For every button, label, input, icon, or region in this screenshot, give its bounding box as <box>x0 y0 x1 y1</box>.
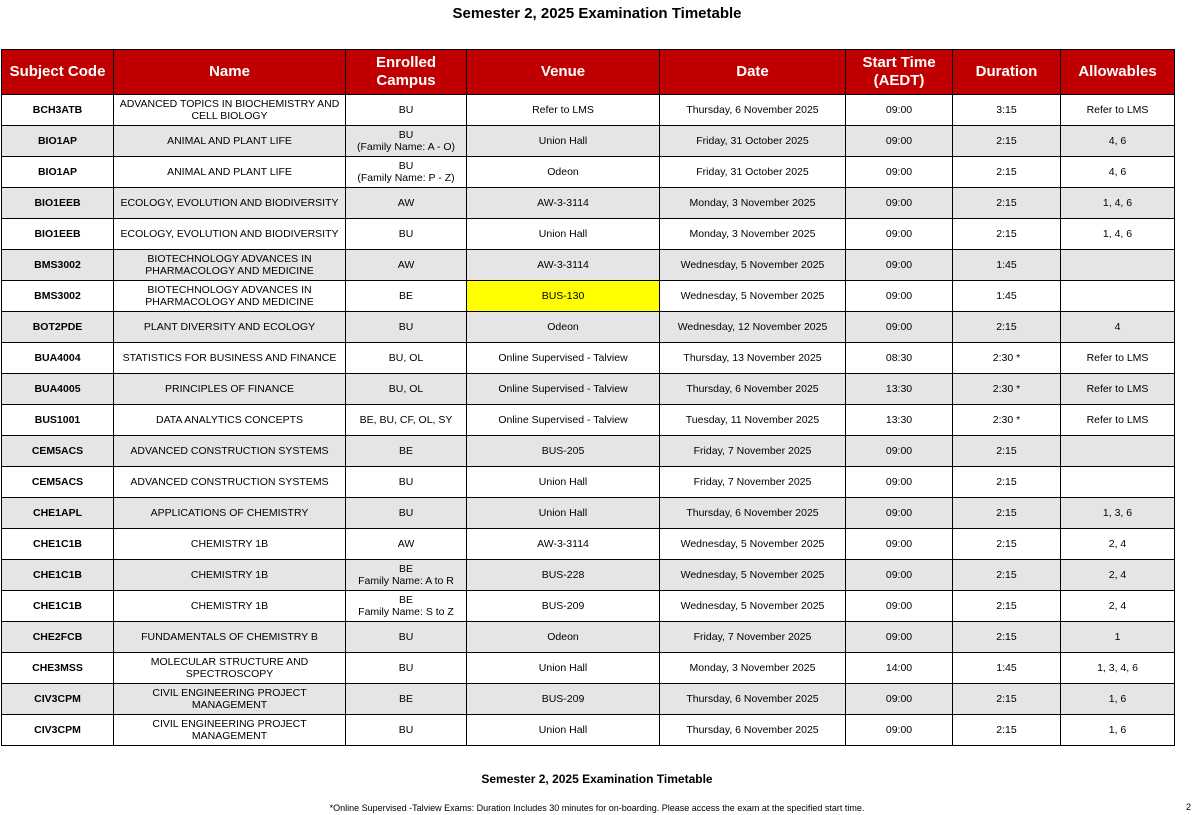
cell-subject-code: CEM5ACS <box>2 436 114 467</box>
page-title: Semester 2, 2025 Examination Timetable <box>452 5 742 22</box>
cell-venue: AW-3-3114 <box>467 529 660 560</box>
cell-allowables: 2, 4 <box>1061 529 1175 560</box>
cell-start-time: 14:00 <box>846 653 953 684</box>
cell-name: ADVANCED TOPICS IN BIOCHEMISTRY AND CELL BIOLOGY <box>114 95 346 126</box>
cell-name: ECOLOGY, EVOLUTION AND BIODIVERSITY <box>114 188 346 219</box>
cell-allowables: Refer to LMS <box>1061 343 1175 374</box>
col-header-venue: Venue <box>467 50 660 95</box>
cell-duration: 2:15 <box>953 560 1061 591</box>
cell-subject-code: BUS1001 <box>2 405 114 436</box>
cell-date: Friday, 7 November 2025 <box>660 436 846 467</box>
cell-date: Monday, 3 November 2025 <box>660 219 846 250</box>
cell-start-time: 09:00 <box>846 715 953 746</box>
cell-name: PLANT DIVERSITY AND ECOLOGY <box>114 312 346 343</box>
cell-allowables <box>1061 436 1175 467</box>
cell-allowables: 1, 6 <box>1061 684 1175 715</box>
cell-subject-code: BIO1EEB <box>2 219 114 250</box>
cell-venue: Online Supervised - Talview <box>467 343 660 374</box>
cell-duration: 1:45 <box>953 281 1061 312</box>
cell-subject-code: BMS3002 <box>2 250 114 281</box>
cell-name: ADVANCED CONSTRUCTION SYSTEMS <box>114 436 346 467</box>
cell-campus: BU <box>346 498 467 529</box>
cell-venue: Union Hall <box>467 715 660 746</box>
table-row <box>2 684 1175 715</box>
cell-subject-code: BIO1AP <box>2 157 114 188</box>
cell-allowables: 1, 4, 6 <box>1061 219 1175 250</box>
cell-start-time: 09:00 <box>846 591 953 622</box>
cell-start-time: 09:00 <box>846 188 953 219</box>
cell-duration: 2:15 <box>953 591 1061 622</box>
cell-allowables: 4, 6 <box>1061 126 1175 157</box>
cell-allowables: Refer to LMS <box>1061 95 1175 126</box>
cell-date: Monday, 3 November 2025 <box>660 653 846 684</box>
table-row <box>2 498 1175 529</box>
cell-date: Wednesday, 5 November 2025 <box>660 250 846 281</box>
cell-campus: BU <box>346 467 467 498</box>
table-row <box>2 219 1175 250</box>
cell-campus: BE <box>346 684 467 715</box>
cell-name: ADVANCED CONSTRUCTION SYSTEMS <box>114 467 346 498</box>
timetable-body <box>2 95 1175 746</box>
cell-name: FUNDAMENTALS OF CHEMISTRY B <box>114 622 346 653</box>
cell-campus: AW <box>346 529 467 560</box>
cell-allowables: 4, 6 <box>1061 157 1175 188</box>
table-row <box>2 281 1175 312</box>
footnote: *Online Supervised -Talview Exams: Duration Includes 30 minutes for on-boarding. Please access the exam at the specified start time. <box>329 803 865 813</box>
cell-subject-code: CHE2FCB <box>2 622 114 653</box>
cell-start-time: 09:00 <box>846 219 953 250</box>
cell-name: STATISTICS FOR BUSINESS AND FINANCE <box>114 343 346 374</box>
table-row <box>2 622 1175 653</box>
cell-campus: BU <box>346 95 467 126</box>
table-row <box>2 95 1175 126</box>
col-header-subject-code: Subject Code <box>2 50 114 95</box>
cell-date: Monday, 3 November 2025 <box>660 188 846 219</box>
cell-subject-code: BUA4004 <box>2 343 114 374</box>
cell-date: Thursday, 6 November 2025 <box>660 715 846 746</box>
col-header-date: Date <box>660 50 846 95</box>
cell-duration: 2:30 * <box>953 343 1061 374</box>
cell-allowables: 2, 4 <box>1061 560 1175 591</box>
cell-subject-code: BIO1EEB <box>2 188 114 219</box>
cell-name: ANIMAL AND PLANT LIFE <box>114 157 346 188</box>
table-row <box>2 591 1175 622</box>
cell-start-time: 09:00 <box>846 684 953 715</box>
cell-allowables: 1, 4, 6 <box>1061 188 1175 219</box>
cell-subject-code: CIV3CPM <box>2 715 114 746</box>
cell-name: BIOTECHNOLOGY ADVANCES IN PHARMACOLOGY AND MEDICINE <box>114 250 346 281</box>
col-header-allowables: Allowables <box>1061 50 1175 95</box>
cell-venue: AW-3-3114 <box>467 250 660 281</box>
cell-duration: 2:30 * <box>953 374 1061 405</box>
cell-venue: Refer to LMS <box>467 95 660 126</box>
cell-date: Friday, 31 October 2025 <box>660 126 846 157</box>
cell-start-time: 09:00 <box>846 95 953 126</box>
cell-date: Thursday, 6 November 2025 <box>660 374 846 405</box>
cell-campus: BU <box>346 219 467 250</box>
cell-start-time: 09:00 <box>846 436 953 467</box>
cell-name: CIVIL ENGINEERING PROJECT MANAGEMENT <box>114 684 346 715</box>
cell-duration: 3:15 <box>953 95 1061 126</box>
cell-duration: 2:15 <box>953 498 1061 529</box>
cell-venue: Online Supervised - Talview <box>467 405 660 436</box>
cell-allowables: 2, 4 <box>1061 591 1175 622</box>
cell-duration: 1:45 <box>953 653 1061 684</box>
cell-subject-code: CHE1C1B <box>2 529 114 560</box>
cell-start-time: 09:00 <box>846 312 953 343</box>
cell-duration: 2:15 <box>953 684 1061 715</box>
cell-date: Thursday, 6 November 2025 <box>660 684 846 715</box>
cell-name: ECOLOGY, EVOLUTION AND BIODIVERSITY <box>114 219 346 250</box>
cell-start-time: 09:00 <box>846 560 953 591</box>
cell-allowables: 4 <box>1061 312 1175 343</box>
cell-duration: 2:15 <box>953 157 1061 188</box>
table-row <box>2 157 1175 188</box>
cell-allowables: Refer to LMS <box>1061 374 1175 405</box>
cell-name: CHEMISTRY 1B <box>114 591 346 622</box>
cell-duration: 2:15 <box>953 715 1061 746</box>
cell-campus: BU <box>346 653 467 684</box>
table-row <box>2 188 1175 219</box>
cell-start-time: 13:30 <box>846 374 953 405</box>
cell-subject-code: CHE1APL <box>2 498 114 529</box>
table-row <box>2 343 1175 374</box>
cell-venue: BUS-205 <box>467 436 660 467</box>
cell-name: PRINCIPLES OF FINANCE <box>114 374 346 405</box>
cell-start-time: 09:00 <box>846 126 953 157</box>
cell-campus: BU (Family Name: A - O) <box>346 126 467 157</box>
cell-campus: BU (Family Name: P - Z) <box>346 157 467 188</box>
cell-date: Friday, 7 November 2025 <box>660 467 846 498</box>
cell-duration: 2:15 <box>953 622 1061 653</box>
cell-start-time: 08:30 <box>846 343 953 374</box>
cell-venue: Union Hall <box>467 126 660 157</box>
table-row <box>2 374 1175 405</box>
cell-subject-code: BOT2PDE <box>2 312 114 343</box>
cell-date: Tuesday, 11 November 2025 <box>660 405 846 436</box>
cell-name: MOLECULAR STRUCTURE AND SPECTROSCOPY <box>114 653 346 684</box>
cell-name: CIVIL ENGINEERING PROJECT MANAGEMENT <box>114 715 346 746</box>
cell-duration: 2:30 * <box>953 405 1061 436</box>
col-header-start-time: Start Time (AEDT) <box>846 50 953 95</box>
cell-subject-code: BMS3002 <box>2 281 114 312</box>
table-row <box>2 250 1175 281</box>
table-row <box>2 312 1175 343</box>
cell-duration: 2:15 <box>953 436 1061 467</box>
cell-allowables: 1 <box>1061 622 1175 653</box>
cell-name: ANIMAL AND PLANT LIFE <box>114 126 346 157</box>
table-row <box>2 653 1175 684</box>
cell-campus: BU <box>346 622 467 653</box>
cell-duration: 2:15 <box>953 219 1061 250</box>
cell-date: Friday, 31 October 2025 <box>660 157 846 188</box>
cell-subject-code: CHE3MSS <box>2 653 114 684</box>
cell-subject-code: CEM5ACS <box>2 467 114 498</box>
cell-campus: BE Family Name: A to R <box>346 560 467 591</box>
cell-venue: BUS-130 <box>467 281 660 312</box>
cell-duration: 2:15 <box>953 126 1061 157</box>
cell-campus: BE, BU, CF, OL, SY <box>346 405 467 436</box>
cell-allowables: 1, 6 <box>1061 715 1175 746</box>
cell-venue: BUS-228 <box>467 560 660 591</box>
cell-date: Thursday, 6 November 2025 <box>660 95 846 126</box>
header-row <box>2 50 1175 95</box>
cell-start-time: 13:30 <box>846 405 953 436</box>
cell-duration: 2:15 <box>953 529 1061 560</box>
cell-date: Wednesday, 5 November 2025 <box>660 591 846 622</box>
cell-date: Thursday, 6 November 2025 <box>660 498 846 529</box>
cell-date: Wednesday, 5 November 2025 <box>660 281 846 312</box>
cell-campus: BE <box>346 436 467 467</box>
cell-start-time: 09:00 <box>846 157 953 188</box>
cell-venue: BUS-209 <box>467 591 660 622</box>
table-row <box>2 436 1175 467</box>
cell-start-time: 09:00 <box>846 529 953 560</box>
cell-venue: Odeon <box>467 622 660 653</box>
col-header-campus: Enrolled Campus <box>346 50 467 95</box>
cell-subject-code: BCH3ATB <box>2 95 114 126</box>
cell-name: BIOTECHNOLOGY ADVANCES IN PHARMACOLOGY AND MEDICINE <box>114 281 346 312</box>
cell-start-time: 09:00 <box>846 498 953 529</box>
cell-duration: 2:15 <box>953 467 1061 498</box>
col-header-duration: Duration <box>953 50 1061 95</box>
cell-venue: Online Supervised - Talview <box>467 374 660 405</box>
cell-start-time: 09:00 <box>846 467 953 498</box>
cell-name: CHEMISTRY 1B <box>114 529 346 560</box>
cell-duration: 2:15 <box>953 312 1061 343</box>
cell-start-time: 09:00 <box>846 622 953 653</box>
cell-venue: AW-3-3114 <box>467 188 660 219</box>
cell-venue: Union Hall <box>467 467 660 498</box>
cell-allowables: Refer to LMS <box>1061 405 1175 436</box>
cell-venue: Odeon <box>467 157 660 188</box>
cell-subject-code: BUA4005 <box>2 374 114 405</box>
cell-allowables <box>1061 467 1175 498</box>
cell-venue: BUS-209 <box>467 684 660 715</box>
cell-subject-code: BIO1AP <box>2 126 114 157</box>
cell-start-time: 09:00 <box>846 281 953 312</box>
cell-subject-code: CHE1C1B <box>2 560 114 591</box>
cell-date: Wednesday, 5 November 2025 <box>660 529 846 560</box>
cell-campus: AW <box>346 188 467 219</box>
exam-timetable <box>1 49 1175 746</box>
cell-allowables <box>1061 281 1175 312</box>
cell-subject-code: CHE1C1B <box>2 591 114 622</box>
cell-date: Thursday, 13 November 2025 <box>660 343 846 374</box>
cell-venue: Union Hall <box>467 219 660 250</box>
cell-campus: BU, OL <box>346 374 467 405</box>
cell-allowables: 1, 3, 6 <box>1061 498 1175 529</box>
cell-campus: BE <box>346 281 467 312</box>
cell-campus: BU <box>346 715 467 746</box>
footer-title: Semester 2, 2025 Examination Timetable <box>481 772 713 786</box>
cell-venue: Union Hall <box>467 498 660 529</box>
table-row <box>2 126 1175 157</box>
cell-allowables <box>1061 250 1175 281</box>
table-row <box>2 715 1175 746</box>
cell-allowables: 1, 3, 4, 6 <box>1061 653 1175 684</box>
cell-start-time: 09:00 <box>846 250 953 281</box>
table-row <box>2 529 1175 560</box>
cell-date: Wednesday, 12 November 2025 <box>660 312 846 343</box>
cell-subject-code: CIV3CPM <box>2 684 114 715</box>
cell-name: DATA ANALYTICS CONCEPTS <box>114 405 346 436</box>
cell-campus: AW <box>346 250 467 281</box>
cell-date: Wednesday, 5 November 2025 <box>660 560 846 591</box>
col-header-name: Name <box>114 50 346 95</box>
cell-duration: 1:45 <box>953 250 1061 281</box>
cell-campus: BU, OL <box>346 343 467 374</box>
page-number: 2 <box>1186 802 1192 812</box>
cell-duration: 2:15 <box>953 188 1061 219</box>
table-row <box>2 405 1175 436</box>
cell-campus: BE Family Name: S to Z <box>346 591 467 622</box>
cell-name: APPLICATIONS OF CHEMISTRY <box>114 498 346 529</box>
cell-date: Friday, 7 November 2025 <box>660 622 846 653</box>
table-row <box>2 560 1175 591</box>
cell-venue: Odeon <box>467 312 660 343</box>
table-row <box>2 467 1175 498</box>
cell-venue: Union Hall <box>467 653 660 684</box>
cell-campus: BU <box>346 312 467 343</box>
cell-name: CHEMISTRY 1B <box>114 560 346 591</box>
